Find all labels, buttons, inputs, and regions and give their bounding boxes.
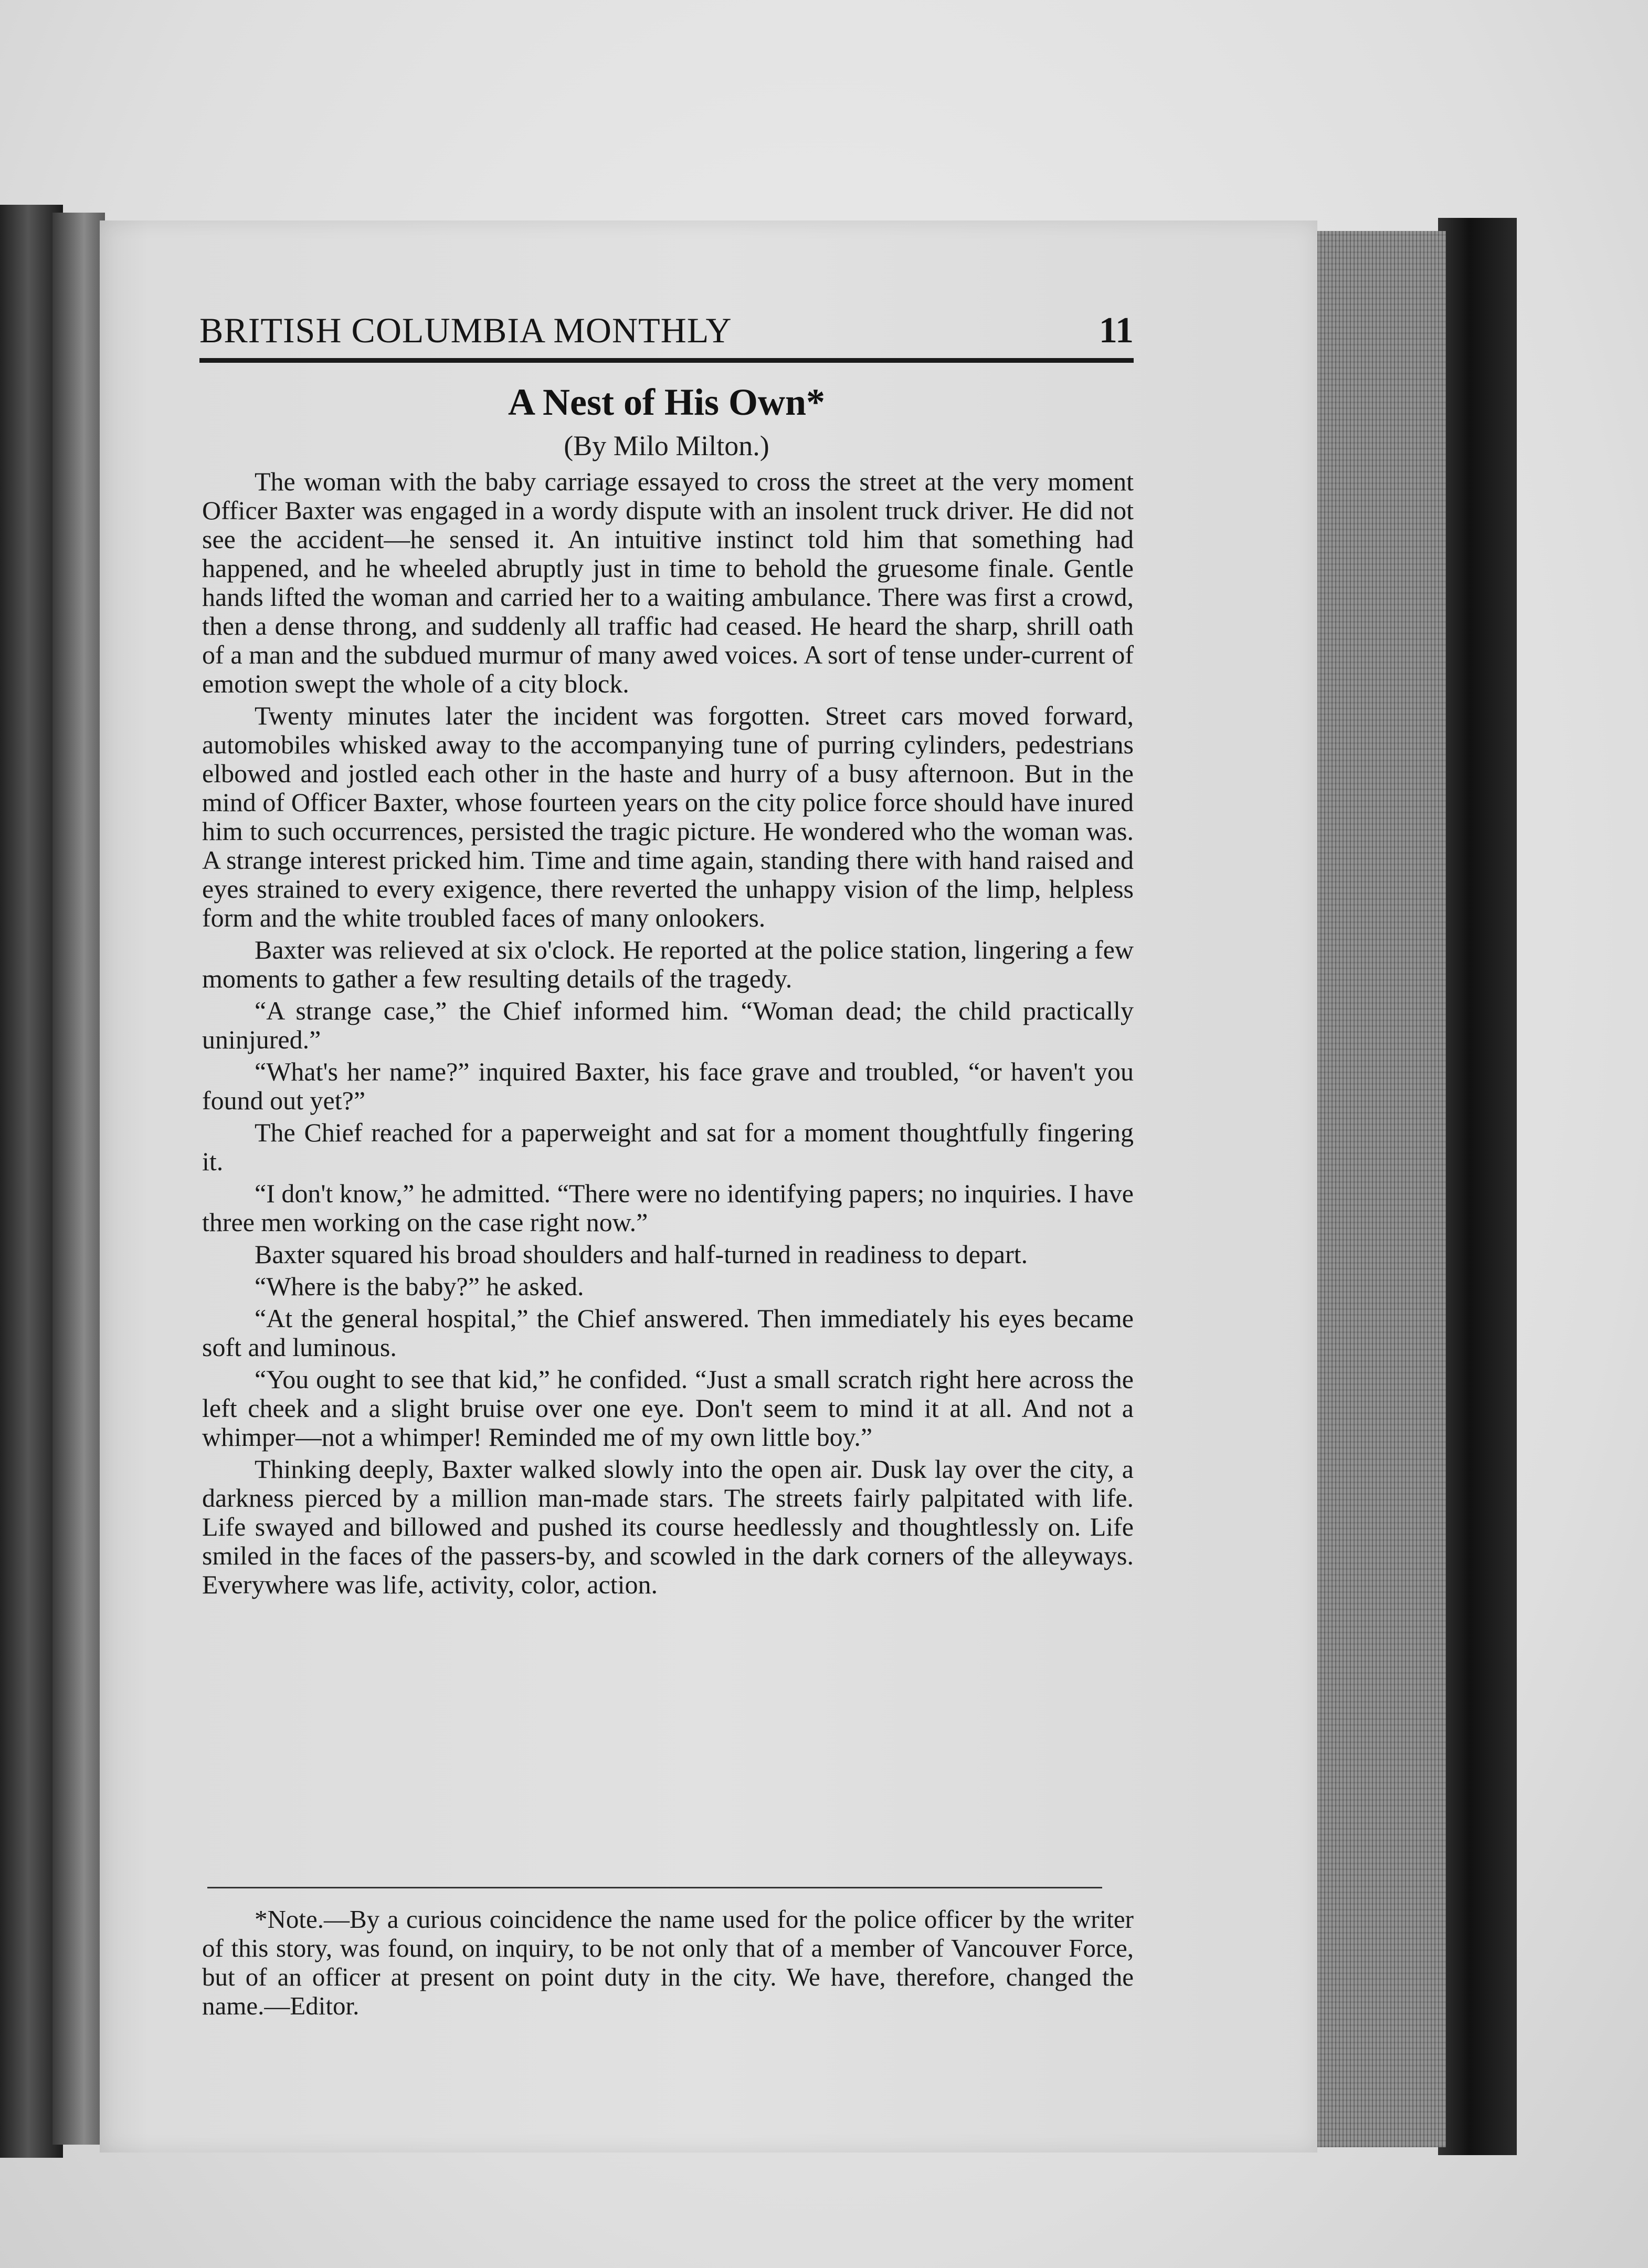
book-cover [1438,218,1517,2155]
journal-title: BRITISH COLUMBIA MONTHLY [199,310,732,350]
paragraph: “At the general hospital,” the Chief answered. Then immediately his eyes became soft and luminous. [202,1304,1134,1362]
paragraph: “Where is the baby?” he asked. [255,1272,584,1301]
page-block-edges [1309,231,1446,2147]
paragraph: The Chief reached for a paperweight and sat for a moment thoughtfully fingering it. [202,1118,1134,1176]
article-title: A Nest of His Own* [508,381,826,423]
footnote-rule [207,1887,1102,1888]
paragraph: The woman with the baby carriage essayed to cross the street at the very moment Officer Baxter was engaged in a wordy dispute with an insolent truck driver. He did not see the accident—he sensed it. An intuitive instinct told him that something had happened, and he wheeled abruptly just in time to behold the gruesome finale. Gentle hands lifted the woman and carried her to a waiting ambulance. There was first a crowd, then a dense throng, and suddenly all traffic had ceased. He heard the sharp, shrill oath of a man and the subdued murmur of many awed voices. A sort of tense under-current of emotion swept the whole of a city block. [202,467,1134,698]
header-rule [199,358,1134,363]
paragraph: Twenty minutes later the incident was forgotten. Street cars moved forward, automobiles whisked away to the accompanying tune of purring cylinders, pedestrians elbowed and jostled each other in the haste and hurry of a busy afternoon. But in the mind of Officer Baxter, whose fourteen years on the city police force should have inured him to such occurrences, persisted the tragic picture. He wondered who the woman was. A strange interest pricked him. Time and time again, standing there with hand raised and eyes strained to every exigence, there reverted the unhappy vision of the limp, helpless form and the white troubled faces of many onlookers. [202,701,1134,932]
paragraph: Baxter was relieved at six o'clock. He reported at the police station, lingering a few moments to gather a few resulting details of the tragedy. [202,935,1134,993]
paragraph: “You ought to see that kid,” he confided. “Just a small scratch right here across the left cheek and a slight bruise over one eye. Don't seem to mind it at all. And not a whimper—not a whimper! Reminded me of my own little boy.” [202,1364,1134,1452]
paragraph: “A strange case,” the Chief informed him. “Woman dead; the child practically uninjured.” [202,996,1134,1054]
paragraph: “What's her name?” inquired Baxter, his face grave and troubled, “or haven't you found out yet?” [202,1057,1134,1115]
footnote: *Note.—By a curious coincidence the name used for the police officer by the writer of this story, was found, on inquiry, to be not only that of a member of Vancouver Force, but of an officer at present on point duty in the city. We have, therefore, changed the name.—Editor. [202,1905,1134,2020]
page-number: 11 [1098,310,1134,351]
paragraph: “I don't know,” he admitted. “There were no identifying papers; no inquiries. I have three men working on the case right now.” [202,1179,1134,1237]
paragraph: Thinking deeply, Baxter walked slowly into the open air. Dusk lay over the city, a darkness pierced by a million man-made stars. The streets fairly palpitated with life. Life swayed and billowed and pushed its course heedlessly and thoughtlessly on. Life smiled in the faces of the passers-by, and scowled in the dark corners of the alleyways. Everywhere was life, activity, color, action. [202,1454,1134,1599]
article-body [202,467,1134,1602]
running-header [199,310,1134,357]
article-byline: (By Milo Milton.) [564,430,769,461]
facing-page-edge [52,213,105,2145]
paragraph: Baxter squared his broad shoulders and half-turned in readiness to depart. [255,1240,1028,1269]
